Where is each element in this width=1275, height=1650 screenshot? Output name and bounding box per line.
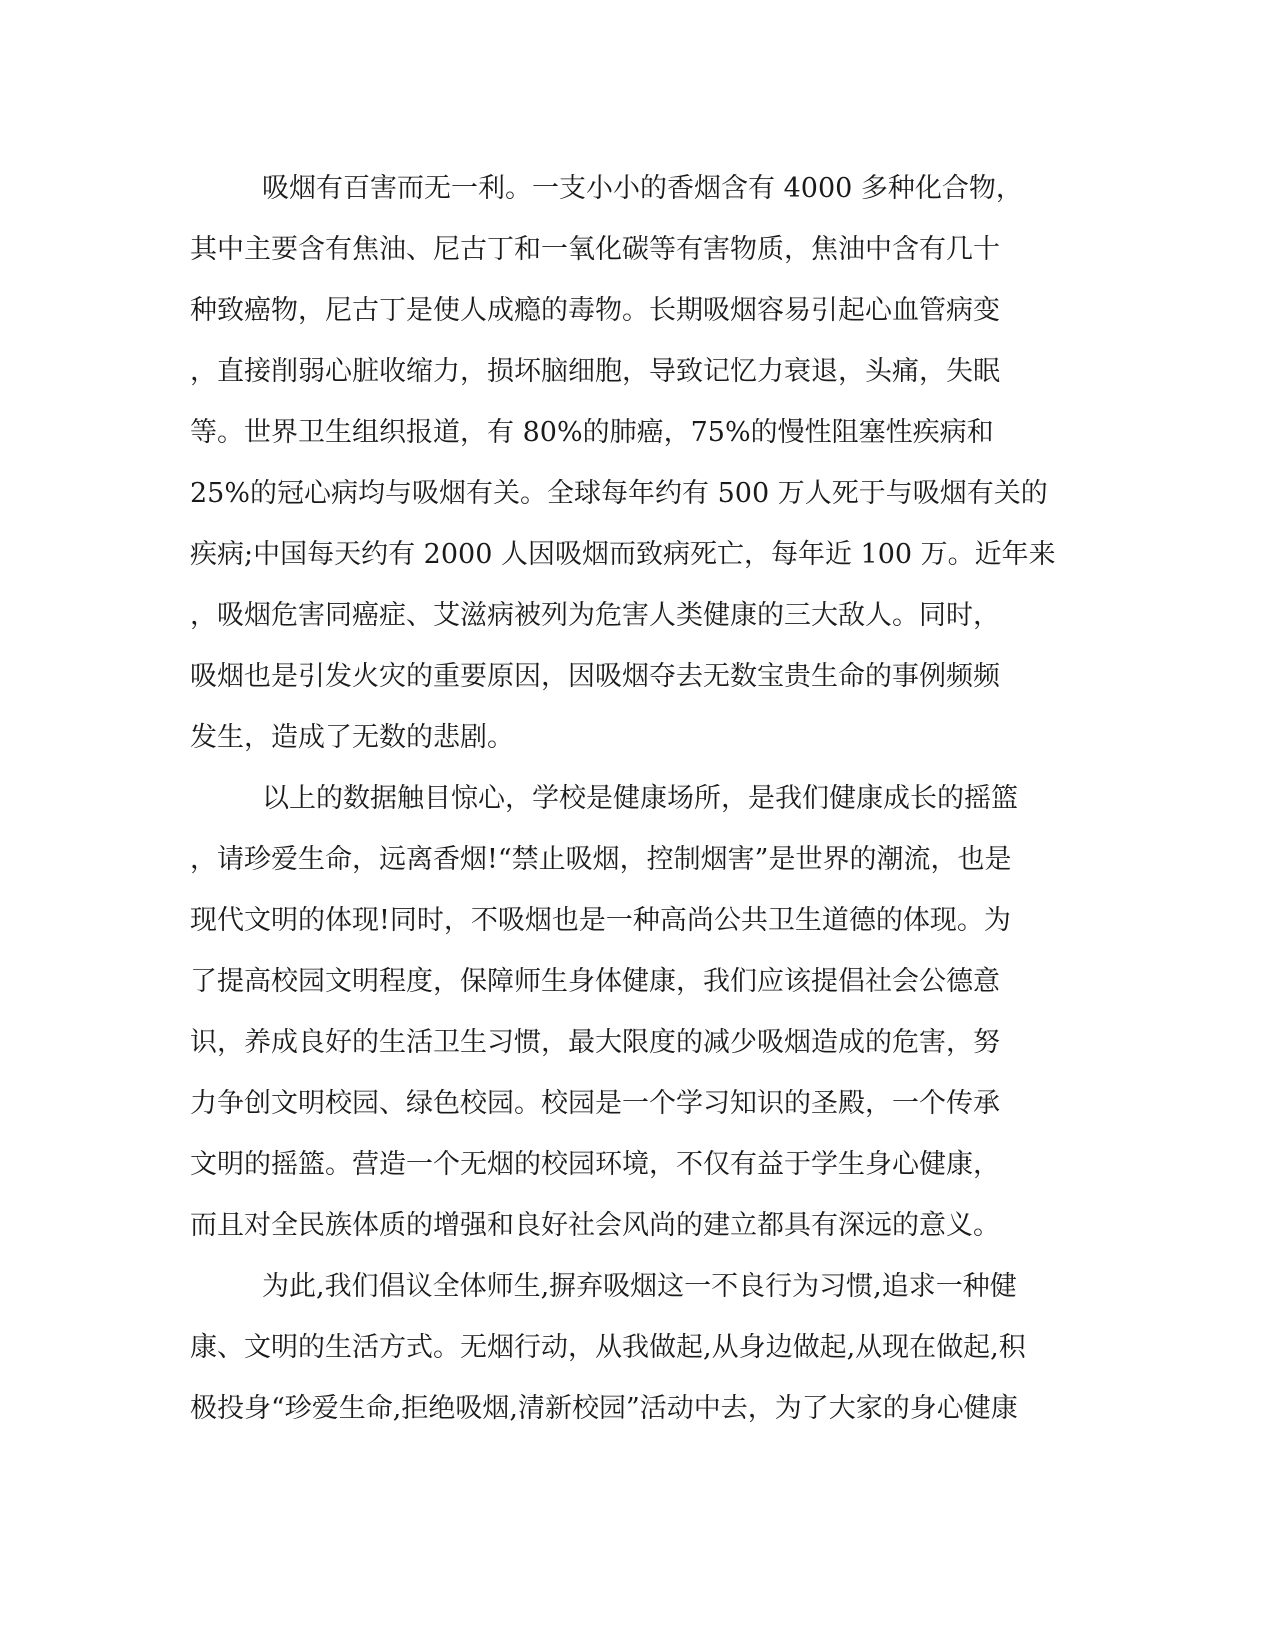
text-line: 识，养成良好的生活卫生习惯，最大限度的减少吸烟造成的危害，努 [190, 1027, 1000, 1058]
paragraph-1 [190, 158, 1090, 768]
text-line: ，请珍爱生命，远离香烟!“禁止吸烟，控制烟害”是世界的潮流，也是 [190, 844, 1012, 875]
text-line: 康、文明的生活方式。无烟行动，从我做起,从身边做起,从现在做起,积 [190, 1332, 1026, 1363]
paragraph-3 [190, 1256, 1090, 1439]
text-line: 为此,我们倡议全体师生,摒弃吸烟这一不良行为习惯,追求一种健 [262, 1271, 1017, 1302]
text-line: 25%的冠心病均与吸烟有关。全球每年约有 500 万人死于与吸烟有关的 [190, 478, 1048, 509]
text-line: 力争创文明校园、绿色校园。校园是一个学习知识的圣殿，一个传承 [190, 1088, 1000, 1119]
document-body [190, 158, 1090, 1439]
text-line: ，吸烟危害同癌症、艾滋病被列为危害人类健康的三大敌人。同时， [190, 600, 1000, 631]
text-line: 了提高校园文明程度，保障师生身体健康，我们应该提倡社会公德意 [190, 966, 1000, 997]
text-line: 吸烟有百害而无一利。一支小小的香烟含有 4000 多种化合物， [262, 173, 1023, 204]
text-line: 极投身“珍爱生命,拒绝吸烟,清新校园”活动中去，为了大家的身心健康 [190, 1393, 1018, 1424]
text-line: 吸烟也是引发火灾的重要原因，因吸烟夺去无数宝贵生命的事例频频 [190, 661, 1000, 692]
text-line: 文明的摇篮。营造一个无烟的校园环境，不仅有益于学生身心健康， [190, 1149, 1000, 1180]
text-line: 以上的数据触目惊心，学校是健康场所，是我们健康成长的摇篮 [262, 783, 1018, 814]
text-line: 而且对全民族体质的增强和良好社会风尚的建立都具有深远的意义。 [190, 1210, 1000, 1241]
text-line: 发生，造成了无数的悲剧。 [190, 722, 514, 753]
text-line: 种致癌物，尼古丁是使人成瘾的毒物。长期吸烟容易引起心血管病变 [190, 295, 1000, 326]
text-line: 其中主要含有焦油、尼古丁和一氧化碳等有害物质，焦油中含有几十 [190, 234, 1000, 265]
paragraph-2 [190, 768, 1090, 1256]
text-line: ，直接削弱心脏收缩力，损坏脑细胞，导致记忆力衰退，头痛，失眠 [190, 356, 1000, 387]
text-line: 等。世界卫生组织报道，有 80%的肺癌，75%的慢性阻塞性疾病和 [190, 417, 994, 448]
text-line: 疾病;中国每天约有 2000 人因吸烟而致病死亡，每年近 100 万。近年来 [190, 539, 1056, 570]
text-line: 现代文明的体现!同时，不吸烟也是一种高尚公共卫生道德的体现。为 [190, 905, 1011, 936]
